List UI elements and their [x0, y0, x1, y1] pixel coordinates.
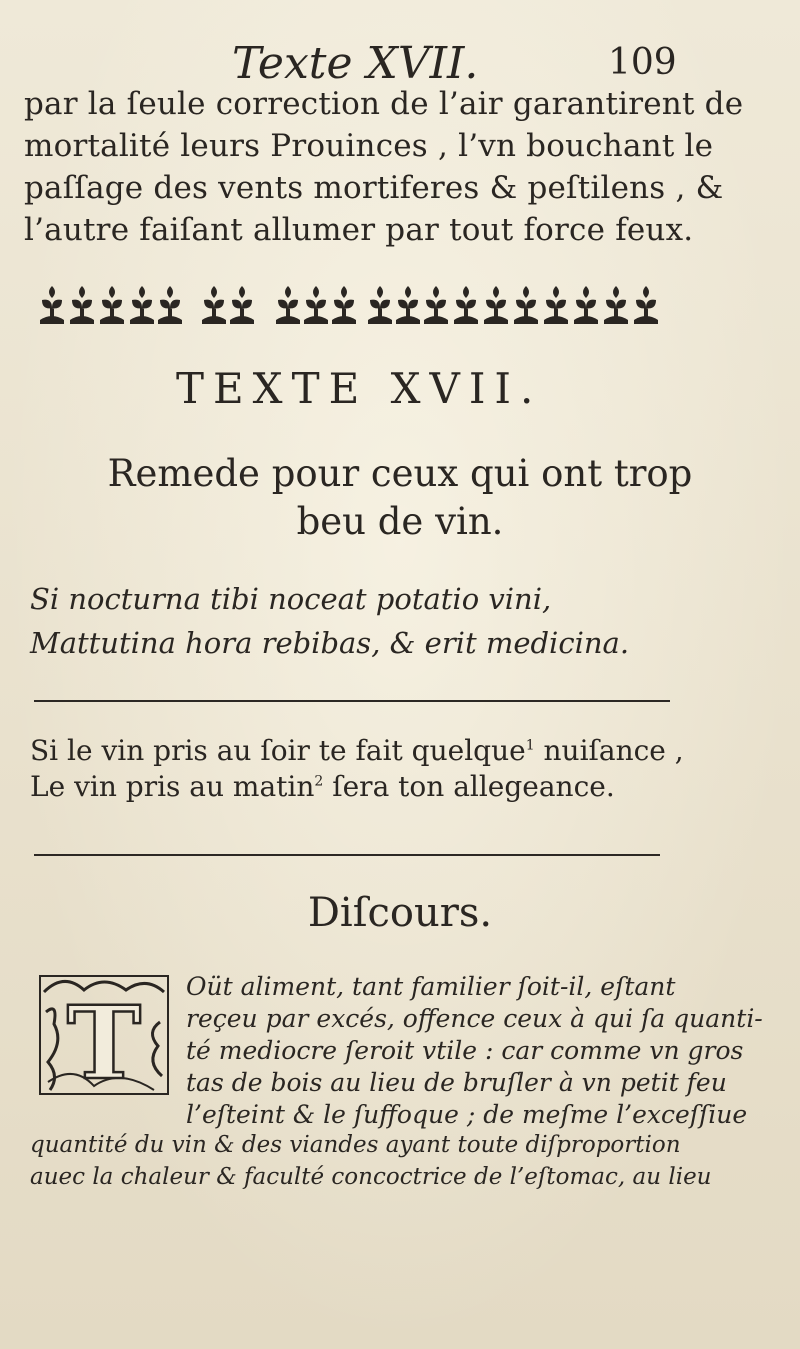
- fleuron-icon: [454, 286, 478, 324]
- latin-verse-line: Mattutina hora rebibas, & erit medicina.: [30, 626, 630, 660]
- discours-line: quantité du vin & des viandes ayant toute diſproportion: [30, 1132, 681, 1158]
- fleuron-icon: [158, 286, 182, 324]
- discours-heading: Diſcours.: [307, 890, 493, 936]
- intro-line: mortalité leurs Prouinces , l’vn bouchant le: [24, 128, 714, 164]
- fleuron-icon: [396, 286, 420, 324]
- fleuron-icon: [368, 286, 392, 324]
- discours-line: tas de bois au lieu de bruſler à vn petit feu: [186, 1068, 727, 1097]
- discours-line: Oüt aliment, tant familier ſoit-il, eſtant: [186, 972, 676, 1001]
- fleuron-icon: [230, 286, 254, 324]
- discours-line: l’eſteint & le ſuffoque ; de meſme l’exceſſiue: [186, 1100, 748, 1129]
- fleuron-icon: [544, 286, 568, 324]
- fleuron-icon: [276, 286, 300, 324]
- fleuron-icon: [100, 286, 124, 324]
- intro-line: l’autre faiſant allumer par tout force feux.: [24, 212, 694, 248]
- intro-line: paſſage des vents mortiferes & peſtilens , &: [24, 170, 724, 206]
- discours-line: reçeu par excés, offence ceux à qui ſa quanti-: [186, 1004, 763, 1033]
- divider-rule: [34, 700, 670, 702]
- decorated-initial-t: [34, 972, 174, 1098]
- fleuron-icon: [332, 286, 356, 324]
- intro-line: par la ſeule correction de l’air garantirent de: [24, 86, 744, 122]
- fleuron-ornament-band: [30, 282, 670, 328]
- fleuron-icon: [40, 286, 64, 324]
- fleuron-icon: [70, 286, 94, 324]
- fleuron-icon: [484, 286, 508, 324]
- fleuron-icon: [304, 286, 328, 324]
- fleuron-icon: [424, 286, 448, 324]
- svg-text:T: T: [66, 984, 142, 1098]
- latin-verse-line: Si nocturna tibi noceat potatio vini,: [30, 582, 552, 616]
- discours-line: auec la chaleur & faculté concoctrice de l’eſtomac, au lieu: [30, 1164, 712, 1190]
- french-verse-line: Si le vin pris au ſoir te fait quelque$^1$ nuiſance ,: [30, 734, 684, 767]
- section-heading: TEXTE XVII.: [176, 364, 543, 413]
- fleuron-icon: [514, 286, 538, 324]
- fleuron-icon: [130, 286, 154, 324]
- footnote-marker: 2: [314, 773, 324, 790]
- running-head-title: Texte XVII.: [232, 38, 479, 89]
- french-verse-line: Le vin pris au matin$^2$ ſera ton allegeance.: [30, 770, 615, 803]
- fleuron-icon: [202, 286, 226, 324]
- discours-line: té mediocre ſeroit vtile : car comme vn gros: [186, 1036, 744, 1065]
- divider-rule: [34, 854, 660, 856]
- page-number: 109: [608, 42, 677, 83]
- fleuron-icon: [604, 286, 628, 324]
- section-subtitle-line: beu de vin.: [296, 500, 504, 543]
- fleuron-icon: [634, 286, 658, 324]
- fleuron-icon: [574, 286, 598, 324]
- footnote-marker: 1: [525, 737, 535, 754]
- section-subtitle-line: Remede pour ceux qui ont trop: [107, 452, 693, 495]
